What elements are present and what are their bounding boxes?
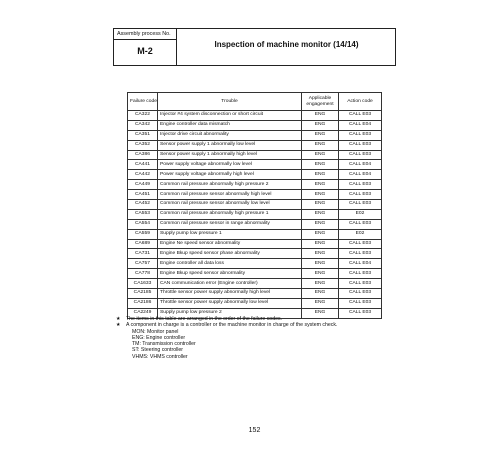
table-row: [128, 180, 382, 190]
failure-code-cell: CA2249: [128, 308, 158, 318]
process-label: Assembly process No.: [117, 31, 171, 37]
table-row: [128, 200, 382, 210]
table-row: [128, 160, 382, 170]
trouble-cell: Injector drive circuit abnormality: [158, 130, 302, 140]
table-row: [128, 170, 382, 180]
action-code-cell: CALL E04: [339, 120, 382, 130]
engagement-cell: ENG: [302, 209, 339, 219]
action-code-cell: CALL E03: [339, 249, 382, 259]
trouble-cell: Power supply voltage abnormally high level: [158, 170, 302, 180]
trouble-cell: Common rail pressure abnormally high pressure 2: [158, 180, 302, 190]
trouble-cell: Engine controller all data loss: [158, 259, 302, 269]
engagement-cell: ENG: [302, 111, 339, 121]
action-code-cell: CALL E04: [339, 160, 382, 170]
failure-code-cell: CA554: [128, 219, 158, 229]
failure-code-cell: CA2185: [128, 289, 158, 299]
engagement-cell: ENG: [302, 140, 339, 150]
failure-code-cell: CA351: [128, 130, 158, 140]
action-code-cell: CALL E03: [339, 279, 382, 289]
table-row: [128, 229, 382, 239]
failure-code-cell: CA451: [128, 190, 158, 200]
trouble-cell: Injector #4 system disconnection or short circuit: [158, 111, 302, 121]
engagement-cell: ENG: [302, 249, 339, 259]
action-code-cell: CALL E03: [339, 190, 382, 200]
engagement-cell: ENG: [302, 200, 339, 210]
table-row: [128, 219, 382, 229]
action-code-cell: CALL E03: [339, 111, 382, 121]
abbreviation-item: ST: Steering controller: [132, 347, 184, 354]
action-code-cell: CALL E03: [339, 298, 382, 308]
col-header-trouble: Trouble: [158, 93, 302, 111]
engagement-cell: ENG: [302, 120, 339, 130]
engagement-cell: ENG: [302, 180, 339, 190]
engagement-cell: ENG: [302, 170, 339, 180]
table-row: [128, 269, 382, 279]
trouble-cell: Common rail pressure sensor in range abnormality: [158, 219, 302, 229]
trouble-cell: Engine Ne speed sensor abnormality: [158, 239, 302, 249]
trouble-cell: Supply pump low pressure 2: [158, 308, 302, 318]
action-code-cell: CALL E04: [339, 170, 382, 180]
failure-code-cell: CA441: [128, 160, 158, 170]
action-code-cell: CALL E03: [339, 269, 382, 279]
manual-page: [113, 28, 396, 438]
note-text: The items in this table are arranged in the order of the failure codes.: [126, 316, 282, 322]
action-code-cell: E02: [339, 229, 382, 239]
trouble-cell: Supply pump low pressure 1: [158, 229, 302, 239]
engagement-cell: ENG: [302, 298, 339, 308]
page-title: Inspection of machine monitor (14/14): [214, 40, 359, 49]
action-code-cell: CALL E03: [339, 289, 382, 299]
failure-code-cell: CA442: [128, 170, 158, 180]
engagement-cell: ENG: [302, 259, 339, 269]
engagement-cell: ENG: [302, 239, 339, 249]
table-row: [128, 111, 382, 121]
engagement-cell: ENG: [302, 130, 339, 140]
table-row: [128, 209, 382, 219]
engagement-cell: ENG: [302, 308, 339, 318]
engagement-cell: ENG: [302, 279, 339, 289]
table-row: [128, 239, 382, 249]
page-header: [113, 28, 396, 66]
trouble-cell: Sensor power supply 1 abnormally low level: [158, 140, 302, 150]
trouble-cell: Common rail pressure sensor abnormally high level: [158, 190, 302, 200]
col-header-action-code: Action code: [339, 93, 382, 111]
action-code-cell: CALL E03: [339, 180, 382, 190]
failure-code-cell: CA452: [128, 200, 158, 210]
trouble-cell: Engine Bkup speed sensor abnormality: [158, 269, 302, 279]
failure-code-table: [127, 92, 382, 319]
table-row: [128, 249, 382, 259]
trouble-cell: Common rail pressure sensor abnormally low level: [158, 200, 302, 210]
table-row: [128, 130, 382, 140]
star-icon: ★: [116, 322, 121, 329]
note-item: [116, 322, 398, 328]
action-code-cell: CALL E03: [339, 200, 382, 210]
failure-code-cell: CA559: [128, 229, 158, 239]
failure-code-cell: CA2186: [128, 298, 158, 308]
engagement-cell: ENG: [302, 229, 339, 239]
table-row: [128, 279, 382, 289]
process-box: [114, 29, 177, 65]
engagement-cell: ENG: [302, 269, 339, 279]
trouble-cell: CAN communication error (Engine controller): [158, 279, 302, 289]
failure-code-cell: CA553: [128, 209, 158, 219]
abbreviation-item: VHMS: VHMS controller: [132, 353, 188, 360]
failure-code-cell: CA352: [128, 140, 158, 150]
trouble-cell: Sensor power supply 1 abnormally high level: [158, 150, 302, 160]
trouble-cell: Common rail pressure abnormally high pressure 1: [158, 209, 302, 219]
note-text: A component in charge is a controller or the machine monitor in charge of the system check.: [126, 322, 338, 329]
action-code-cell: CALL E03: [339, 308, 382, 318]
failure-code-cell: CA322: [128, 111, 158, 121]
failure-code-cell: CA689: [128, 239, 158, 249]
process-divider: [114, 39, 176, 40]
action-code-cell: CALL E03: [339, 239, 382, 249]
trouble-cell: Engine Bkup speed sensor phase abnormality: [158, 249, 302, 259]
col-header-failure-code: Failure code: [128, 93, 158, 111]
table-row: [128, 298, 382, 308]
action-code-cell: CALL E03: [339, 130, 382, 140]
trouble-cell: Throttle sensor power supply abnormally low level: [158, 298, 302, 308]
abbreviation-list: [116, 329, 398, 360]
failure-code-cell: CA778: [128, 269, 158, 279]
engagement-cell: ENG: [302, 219, 339, 229]
process-code: M-2: [137, 46, 153, 56]
star-icon: ★: [116, 316, 121, 322]
page-number: 152: [248, 427, 261, 434]
abbreviation-item: TM: Transmission controller: [132, 341, 196, 348]
failure-code-cell: CA342: [128, 120, 158, 130]
table-row: [128, 150, 382, 160]
table-header-row: [128, 93, 382, 111]
action-code-cell: CALL E03: [339, 140, 382, 150]
failure-code-cell: CA731: [128, 249, 158, 259]
action-code-cell: CALL E03: [339, 150, 382, 160]
table-row: [128, 259, 382, 269]
trouble-cell: Throttle sensor power supply abnormally high level: [158, 289, 302, 299]
failure-code-cell: CA449: [128, 180, 158, 190]
engagement-cell: ENG: [302, 289, 339, 299]
abbreviation-item: MON: Monitor panel: [132, 328, 179, 335]
action-code-cell: CALL E04: [339, 259, 382, 269]
engagement-cell: ENG: [302, 160, 339, 170]
action-code-cell: CALL E03: [339, 219, 382, 229]
engagement-cell: ENG: [302, 190, 339, 200]
table-row: [128, 140, 382, 150]
trouble-cell: Engine controller data mismatch: [158, 120, 302, 130]
engagement-cell: ENG: [302, 150, 339, 160]
failure-code-cell: CA386: [128, 150, 158, 160]
table-row: [128, 120, 382, 130]
col-header-applicable-engagement: Applicable engagement: [302, 93, 339, 111]
action-code-cell: E02: [339, 209, 382, 219]
abbreviation-item: ENG: Engine controller: [132, 334, 186, 341]
table-row: [128, 190, 382, 200]
table-row: [128, 289, 382, 299]
notes-section: [116, 316, 398, 360]
failure-code-cell: CA1633: [128, 279, 158, 289]
failure-code-cell: CA757: [128, 259, 158, 269]
trouble-cell: Power supply voltage abnormally low level: [158, 160, 302, 170]
